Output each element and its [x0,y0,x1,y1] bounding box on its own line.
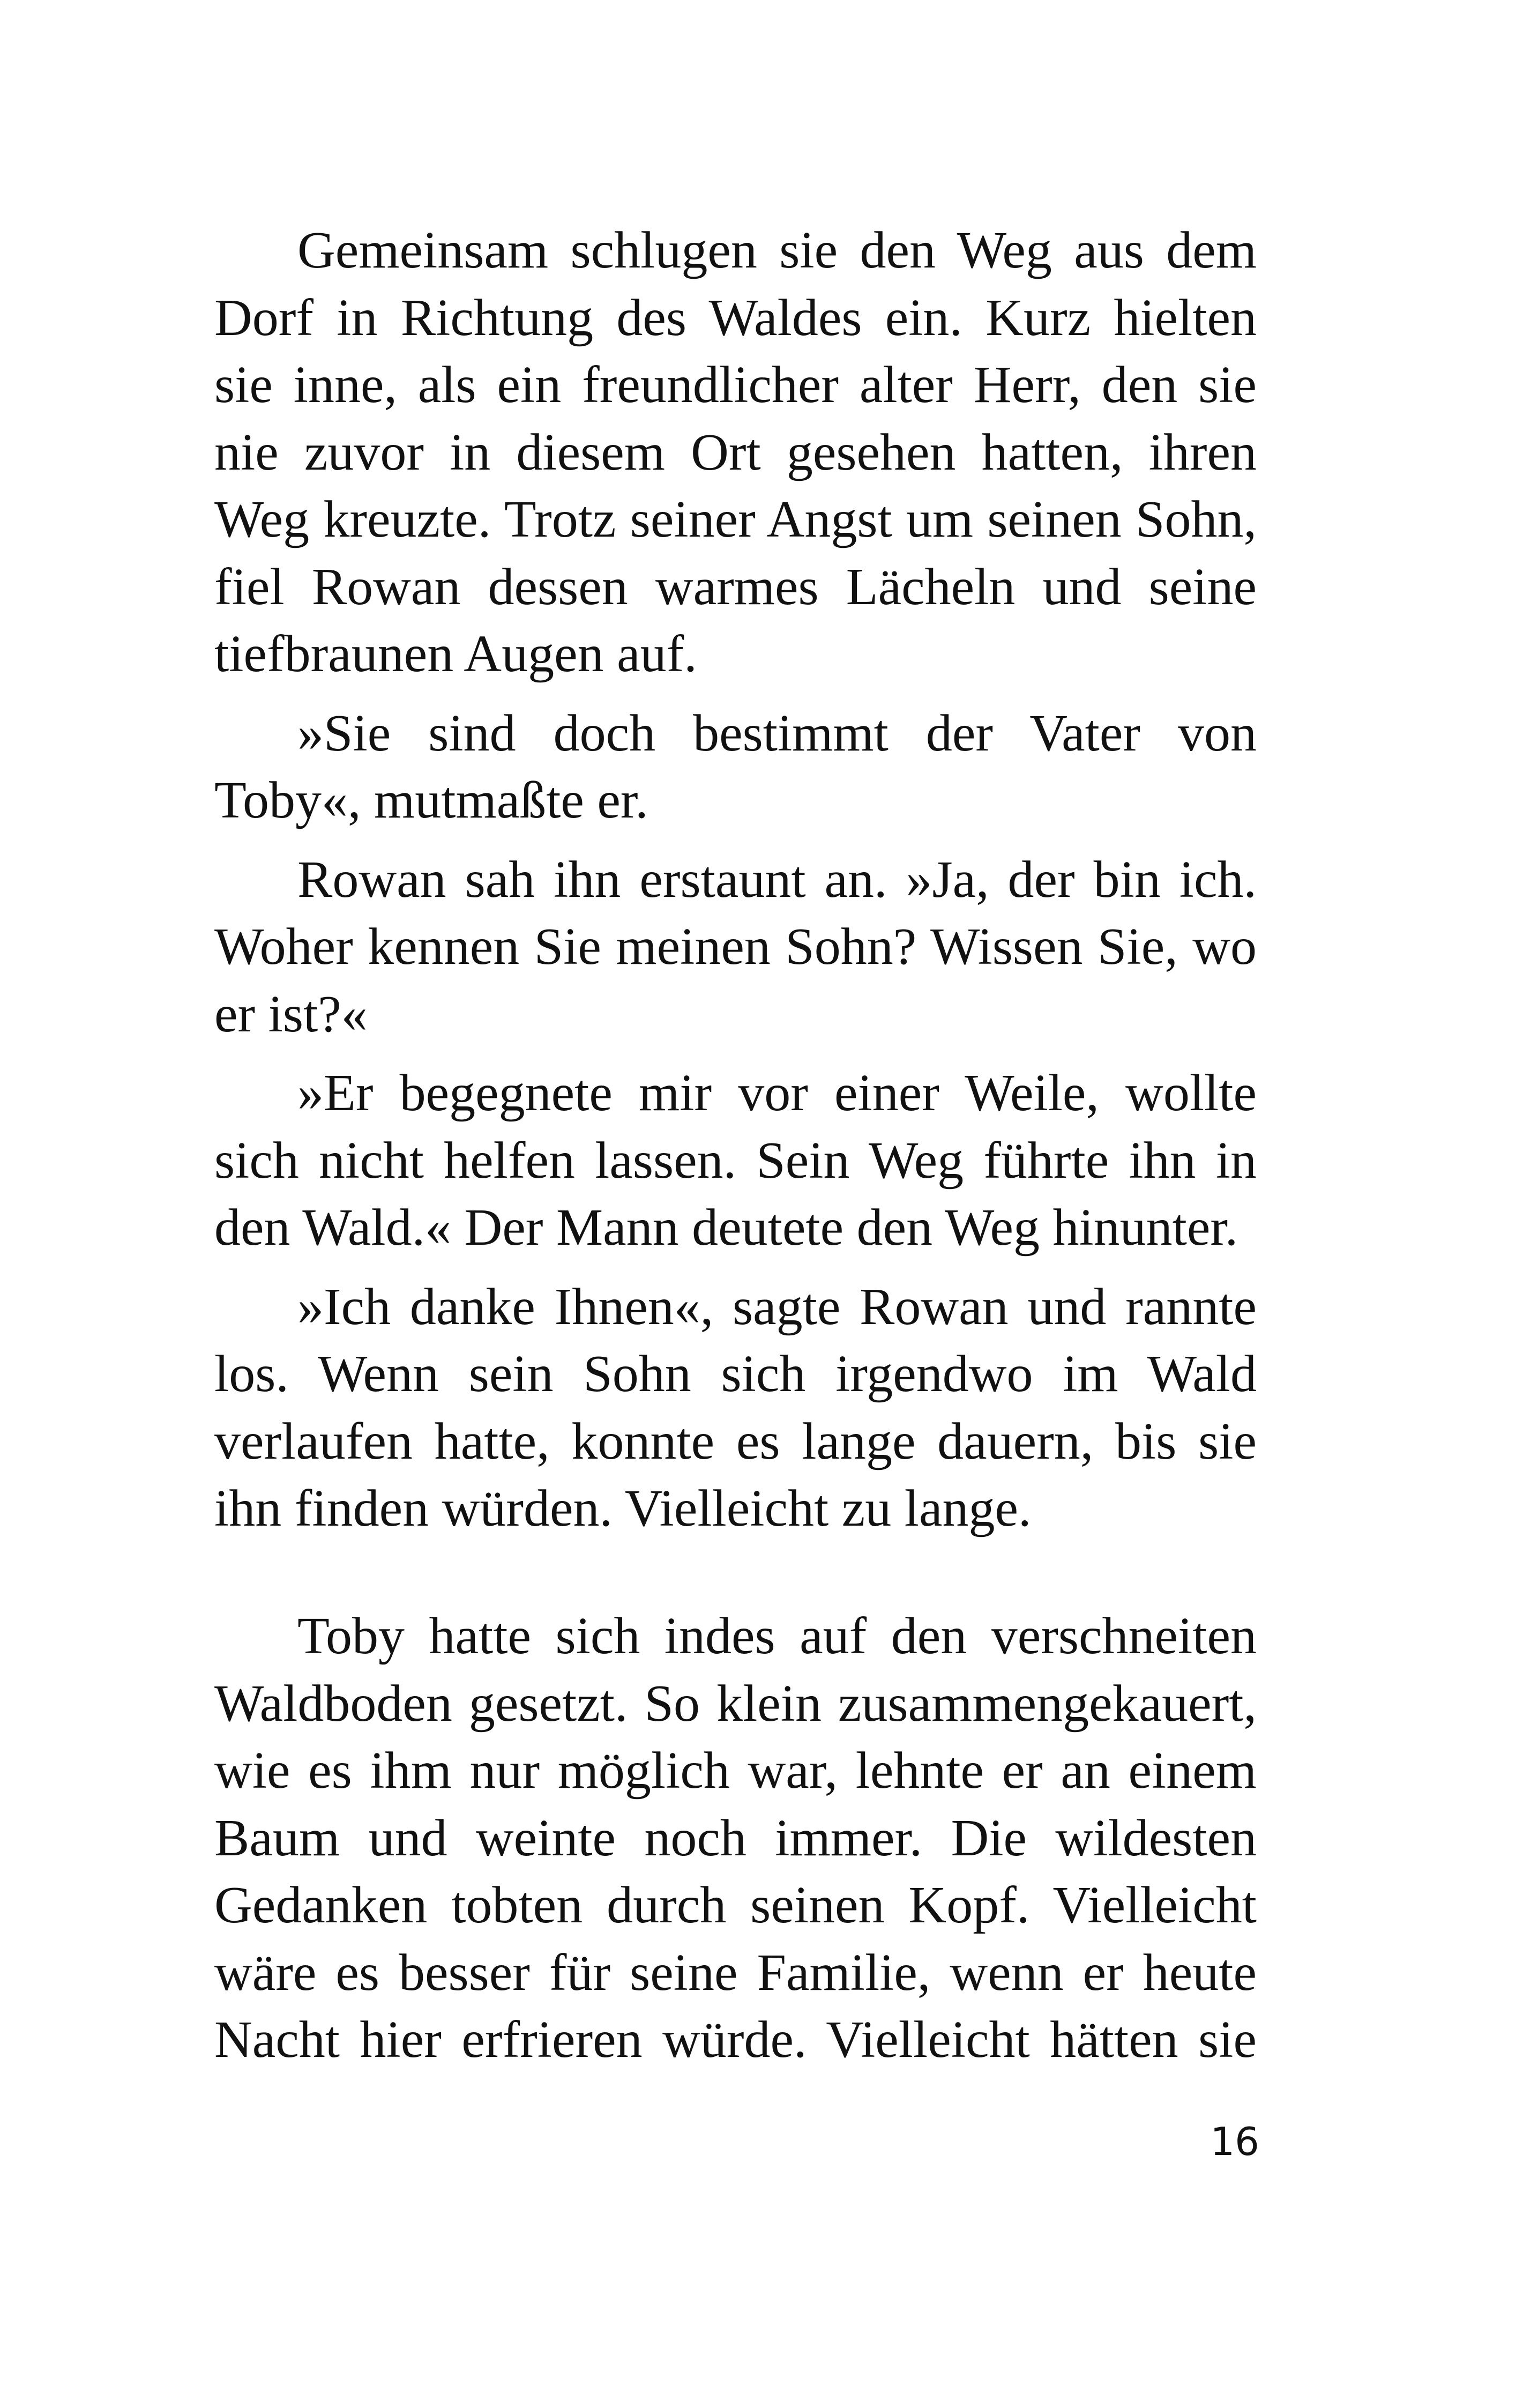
paragraph-2: »Sie sind doch bestimmt der Vater von Toby«, mutmaßte er. [214,704,1257,829]
paragraph-6: Toby hatte sich indes auf den verschneiten Waldboden gesetzt. So klein zusammengekauert, wie es ihm nur möglich war, lehnte er an einem Baum und weinte noch immer. Die wildesten Gedanken tobten durch seinen Kopf. Vielleicht wäre es besser für seine Familie, wenn er heute Nacht hier erfrieren würde. Vielleicht hätten sie [214,1607,1257,2069]
paragraph-3: Rowan sah ihn erstaunt an. »Ja, der bin ich. Woher kennen Sie meinen Sohn? Wissen Sie, wo er ist?« [214,850,1257,1043]
paragraph-1: Gemeinsam schlugen sie den Weg aus dem Dorf in Richtung des Waldes ein. Kurz hielten sie inne, als ein freundlicher alter Herr, den sie nie zuvor in diesem Ort gesehen hatten, ihren Weg kreuzte. Trotz seiner Angst um seinen Sohn, fiel Rowan dessen warmes Lächeln und seine tiefbraunen Augen auf. [214,221,1257,683]
paragraph-5: »Ich danke Ihnen«, sagte Rowan und rannte los. Wenn sein Sohn sich irgendwo im Wald verlaufen hatte, konnte es lange dauern, bis sie ihn finden würden. Vielleicht zu lange. [214,1277,1257,1537]
paragraph-4: »Er begegnete mir vor einer Weile, wollte sich nicht helfen lassen. Sein Weg führte ihn in den Wald.« Der Mann deutete den Weg hinunter. [214,1064,1257,1257]
text-section-1 [214,217,1257,1543]
text-section-2 [214,1603,1257,2074]
page-number: 16 [1210,2119,1259,2164]
